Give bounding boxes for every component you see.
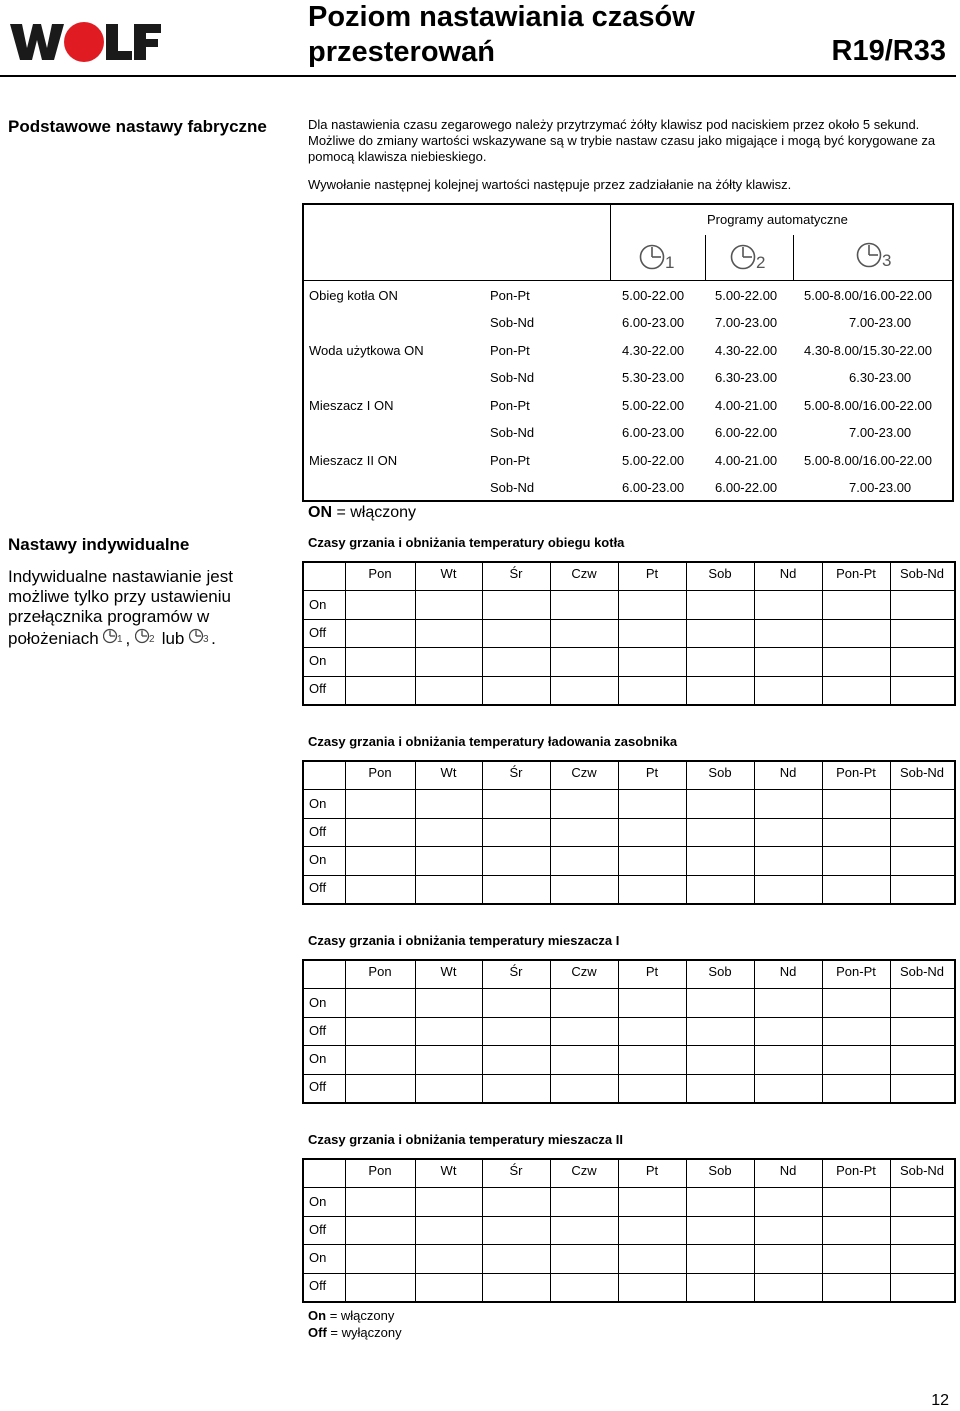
table-divider [304, 647, 954, 648]
day-column-header: Wt [440, 964, 457, 979]
day-column-header: Pon [368, 1163, 392, 1178]
table-divider [304, 1244, 954, 1245]
day-range: Pon-Pt [490, 343, 530, 358]
schedule-row-label: On [309, 995, 327, 1010]
schedule-table-mixer-1 [302, 959, 956, 1104]
day-column-header: Śr [509, 1163, 523, 1178]
schedule-title-mixer-2: Czasy grzania i obniżania temperatury mieszacza II [308, 1132, 624, 1147]
table-divider [793, 235, 794, 281]
page-number: 12 [931, 1392, 949, 1409]
individual-settings-body: Indywidualne nastawianie jest możliwe tylko przy ustawieniu przełącznika programów w położeniach [8, 567, 233, 648]
program-2-time: 6.30-23.00 [715, 370, 778, 385]
program-2-time: 5.00-22.00 [715, 288, 778, 303]
program-2-header [730, 243, 770, 275]
program-2-time: 6.00-22.00 [715, 425, 778, 440]
legend-on [308, 1308, 394, 1323]
day-range: Pon-Pt [490, 398, 530, 413]
program-2-time: 4.00-21.00 [715, 398, 778, 413]
day-column-header: Czw [571, 566, 597, 581]
day-range: Sob-Nd [490, 425, 535, 440]
program-1-time: 5.00-22.00 [622, 398, 685, 413]
program-1-time: 5.00-22.00 [622, 453, 685, 468]
day-column-header: Nd [779, 566, 797, 581]
table-divider [890, 1160, 891, 1301]
table-divider [304, 1216, 954, 1217]
schedule-row-label: Off [309, 1079, 327, 1094]
table-divider [304, 818, 954, 819]
table-divider [345, 961, 346, 1102]
table-divider [415, 563, 416, 704]
factory-settings-heading: Podstawowe nastawy fabryczne [8, 117, 267, 136]
day-column-header: Sob-Nd [899, 566, 945, 581]
individual-settings-text [8, 567, 288, 649]
individual-settings-heading: Nastawy indywidualne [8, 535, 190, 554]
programs-header: Programy automatyczne [707, 212, 848, 227]
day-column-header: Nd [779, 964, 797, 979]
wolf-logo [8, 18, 163, 66]
table-divider [304, 1045, 954, 1046]
table-divider [618, 1160, 619, 1301]
table-divider [822, 961, 823, 1102]
day-column-header: Śr [509, 765, 523, 780]
circuit-name: Mieszacz I ON [309, 398, 394, 413]
legend-off-key: Off [308, 1325, 327, 1340]
svg-text:1: 1 [117, 634, 124, 645]
on-legend-key: ON [308, 504, 332, 521]
table-divider [890, 961, 891, 1102]
automatic-programs-table [302, 203, 954, 502]
day-column-header: Śr [509, 964, 523, 979]
day-column-header: Nd [779, 765, 797, 780]
clock-program-1-icon [639, 243, 679, 271]
table-divider [890, 762, 891, 903]
table-divider [304, 676, 954, 677]
schedule-title-boiler: Czasy grzania i obniżania temperatury obiegu kotła [308, 535, 625, 550]
day-column-header: Śr [509, 566, 523, 581]
day-column-header: Pon-Pt [836, 765, 876, 780]
day-column-header: Pon-Pt [836, 1163, 876, 1178]
schedule-row-label: Off [309, 880, 327, 895]
legend-off [308, 1325, 402, 1340]
table-divider [345, 563, 346, 704]
program-3-time: 5.00-8.00/16.00-22.00 [804, 398, 932, 413]
table-divider [754, 1160, 755, 1301]
day-column-header: Wt [440, 566, 457, 581]
day-column-header: Wt [440, 765, 457, 780]
day-range: Pon-Pt [490, 453, 530, 468]
program-3-header [856, 241, 896, 273]
table-divider [482, 961, 483, 1102]
table-divider [822, 762, 823, 903]
table-divider [482, 563, 483, 704]
schedule-title-mixer-1: Czasy grzania i obniżania temperatury mieszacza I [308, 933, 620, 948]
day-column-header: Pon-Pt [836, 964, 876, 979]
schedule-row-label: On [309, 1250, 327, 1265]
table-divider [890, 563, 891, 704]
program-1-time: 4.30-22.00 [622, 343, 685, 358]
day-range: Sob-Nd [490, 315, 535, 330]
legend-off-text: = wyłączony [330, 1325, 402, 1340]
schedule-row-label: On [309, 1194, 327, 1209]
day-range: Pon-Pt [490, 288, 530, 303]
program-3-time: 6.30-23.00 [849, 370, 912, 385]
table-divider [304, 789, 954, 790]
day-column-header: Sob [708, 765, 732, 780]
circuit-name: Mieszacz II ON [309, 453, 398, 468]
table-divider [345, 1160, 346, 1301]
schedule-row-label: Off [309, 681, 327, 696]
table-divider [304, 988, 954, 989]
program-1-time: 6.00-23.00 [622, 425, 685, 440]
schedule-table-mixer-2 [302, 1158, 956, 1303]
table-divider [754, 563, 755, 704]
page-title [308, 0, 695, 70]
day-column-header: Sob-Nd [899, 765, 945, 780]
program-3-time: 4.30-8.00/15.30-22.00 [804, 343, 932, 358]
table-divider [822, 563, 823, 704]
table-divider [304, 280, 952, 281]
schedule-row-label: Off [309, 1278, 327, 1293]
table-divider [686, 961, 687, 1102]
schedule-row-label: Off [309, 1023, 327, 1038]
program-1-time: 6.00-23.00 [622, 315, 685, 330]
svg-text:3: 3 [203, 634, 209, 645]
program-1-time: 5.30-23.00 [622, 370, 685, 385]
legend-on-text: = włączony [329, 1308, 395, 1323]
schedule-title-storage: Czasy grzania i obniżania temperatury ładowania zasobnika [308, 734, 678, 749]
table-divider [345, 762, 346, 903]
program-3-label: 3 [882, 251, 892, 269]
table-divider [610, 205, 611, 281]
separator-comma: , [125, 629, 131, 648]
circuit-name: Woda użytkowa ON [309, 343, 424, 358]
day-column-header: Pt [645, 964, 659, 979]
table-divider [304, 846, 954, 847]
program-1-time: 5.00-22.00 [622, 288, 685, 303]
day-column-header: Sob-Nd [899, 1163, 945, 1178]
intro-paragraph-2: Wywołanie następnej kolejnej wartości następuje przez zadziałanie na żółty klawisz. [308, 177, 792, 192]
legend-on-key: On [308, 1308, 327, 1323]
day-column-header: Pon [368, 765, 392, 780]
clock-program-1-icon [103, 627, 125, 645]
program-2-time: 7.00-23.00 [715, 315, 778, 330]
schedule-row-label: On [309, 597, 327, 612]
schedule-row-label: On [309, 796, 327, 811]
day-column-header: Sob [708, 1163, 732, 1178]
table-divider [754, 762, 755, 903]
schedule-row-label: Off [309, 824, 327, 839]
program-1-label: 1 [665, 253, 675, 271]
day-column-header: Pon [368, 566, 392, 581]
table-divider [550, 563, 551, 704]
day-column-header: Sob-Nd [899, 964, 945, 979]
separator-or: lub [161, 629, 185, 648]
title-line-1: Poziom nastawiania czasów [308, 1, 695, 33]
schedule-row-label: On [309, 653, 327, 668]
table-divider [415, 1160, 416, 1301]
day-column-header: Pt [645, 765, 659, 780]
table-divider [304, 1074, 954, 1075]
schedule-row-label: Off [309, 625, 327, 640]
schedule-table-boiler [302, 561, 956, 706]
table-divider [686, 762, 687, 903]
table-divider [618, 762, 619, 903]
table-divider [304, 875, 954, 876]
clock-program-3-icon [189, 627, 211, 645]
day-column-header: Wt [440, 1163, 457, 1178]
program-2-time: 4.00-21.00 [715, 453, 778, 468]
clock-program-3-icon [856, 241, 896, 269]
on-legend-text: = włączony [336, 504, 417, 521]
day-column-header: Sob [708, 566, 732, 581]
day-column-header: Sob [708, 964, 732, 979]
table-divider [415, 762, 416, 903]
day-range: Sob-Nd [490, 370, 535, 385]
day-column-header: Pon-Pt [836, 566, 876, 581]
header-rule [0, 75, 956, 77]
table-divider [304, 1017, 954, 1018]
day-column-header: Czw [571, 765, 597, 780]
table-divider [550, 762, 551, 903]
table-divider [705, 235, 706, 281]
day-column-header: Pt [645, 1163, 659, 1178]
program-3-time: 7.00-23.00 [849, 315, 912, 330]
schedule-row-label: On [309, 852, 327, 867]
table-divider [618, 563, 619, 704]
intro-paragraph-1: Dla nastawienia czasu zegarowego należy przytrzymać żółty klawisz pod naciskiem przez około 5 sekund. Możliwe do zmiany wartości wskazywane są w trybie nastaw czasu jako migające i mogą być korygowane za pomocą klawisza niebieskiego. [308, 117, 936, 164]
table-divider [304, 1187, 954, 1188]
program-1-time: 6.00-23.00 [622, 480, 685, 495]
clock-program-2-icon [730, 243, 770, 271]
table-divider [415, 961, 416, 1102]
sentence-end: . [211, 629, 216, 648]
program-2-time: 6.00-22.00 [715, 480, 778, 495]
table-divider [482, 1160, 483, 1301]
program-2-time: 4.30-22.00 [715, 343, 778, 358]
schedule-row-label: On [309, 1051, 327, 1066]
table-divider [618, 961, 619, 1102]
program-3-time: 5.00-8.00/16.00-22.00 [804, 453, 932, 468]
table-divider [482, 762, 483, 903]
table-divider [550, 1160, 551, 1301]
schedule-row-label: Off [309, 1222, 327, 1237]
table-divider [304, 1273, 954, 1274]
program-3-time: 5.00-8.00/16.00-22.00 [804, 288, 932, 303]
day-column-header: Czw [571, 1163, 597, 1178]
program-1-header [639, 243, 679, 275]
table-divider [304, 619, 954, 620]
table-divider [304, 590, 954, 591]
day-column-header: Czw [571, 964, 597, 979]
on-legend [308, 504, 416, 522]
day-column-header: Pt [645, 566, 659, 581]
day-column-header: Nd [779, 1163, 797, 1178]
day-column-header: Pon [368, 964, 392, 979]
table-divider [686, 563, 687, 704]
table-divider [822, 1160, 823, 1301]
table-divider [754, 961, 755, 1102]
day-range: Sob-Nd [490, 480, 535, 495]
table-divider [550, 961, 551, 1102]
program-2-label: 2 [756, 253, 766, 271]
circuit-name: Obieg kotła ON [309, 288, 398, 303]
svg-text:2: 2 [148, 634, 155, 645]
program-3-time: 7.00-23.00 [849, 480, 912, 495]
schedule-table-storage [302, 760, 956, 905]
title-line-2: przesterowań [308, 36, 495, 68]
program-3-time: 7.00-23.00 [849, 425, 912, 440]
table-divider [686, 1160, 687, 1301]
clock-program-2-icon [135, 627, 157, 645]
model-code: R19/R33 [831, 35, 946, 67]
